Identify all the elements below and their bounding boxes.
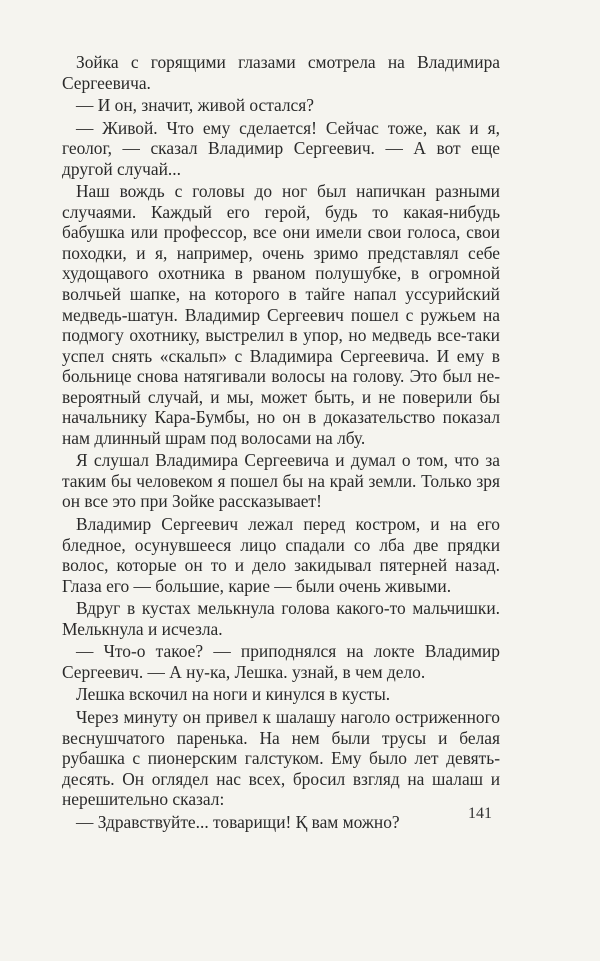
paragraph: Наш вождь с головы до ног был напичкан разными случаями. Каждый его герой, будь то какая-нибудь бабушка или профессор, все они имели свои голоса, свои походки, и я, например, очень зримо представлял себе худощавого охотника в рваном полушубке, в огромной волчьей шапке, на которого в тайге напал уссурийский медведь-шатун. Владимир Сергеевич пошел с ружьем на подмогу охотнику, выстрелил в упор, но медведь все-таки успел снять «скальп» с Владимира Сергеевича. И ему в больнице снова натягивали волосы на голову. Это был невероятный случай, и мы, может быть, и не поверили бы начальнику Кара-Бумбы, но он в доказательство показал нам длинный шрам под волосами на лбу. (62, 181, 500, 448)
paragraph: — Здравствуйте... товарищи! Қ вам можно? (76, 811, 400, 832)
paragraph: Вдруг в кустах мелькнула голова какого-то мальчишки. Мелькнула и исчезла. (62, 598, 500, 639)
page-number: 141 (468, 805, 492, 822)
paragraph: Через минуту он привел к шалашу наголо остриженного веснушчатого паренька. На нем были трусы и белая рубашка с пионерским галстуком. Ему было лет девять-десять. Он оглядел нас всех, бросил взгляд на шалаш и нерешительно сказал: (62, 706, 500, 810)
paragraph: Зойка с горящими глазами смотрела на Владимира Сергеевича. (62, 52, 500, 93)
paragraph: Владимир Сергеевич лежал перед костром, и на его бледное, осунувшееся лицо спадали со лба две прядки волос, которые он то и дело закидывал пятерней назад. Глаза его — большие, карие — были очень живыми. (62, 514, 500, 596)
page-text (62, 52, 500, 834)
paragraph: — И он, значит, живой остался? (76, 95, 314, 116)
paragraph: — Что-о такое? — приподнялся на локте Владимир Сергеевич. — А ну-ка, Лешка. узнай, в чем дело. (62, 641, 500, 682)
paragraph: Лешка вскочил на ноги и кинулся в кусты. (76, 684, 391, 705)
paragraph: Я слушал Владимира Сергеевича и думал о том, что за таким бы человеком я пошел бы на край земли. Только зря он все это при Зойке рассказывает! (62, 450, 500, 512)
paragraph: — Живой. Что ему сделается! Сейчас тоже, как и я, геолог, — сказал Владимир Сергеевич. — А вот еще другой случай... (62, 117, 500, 179)
